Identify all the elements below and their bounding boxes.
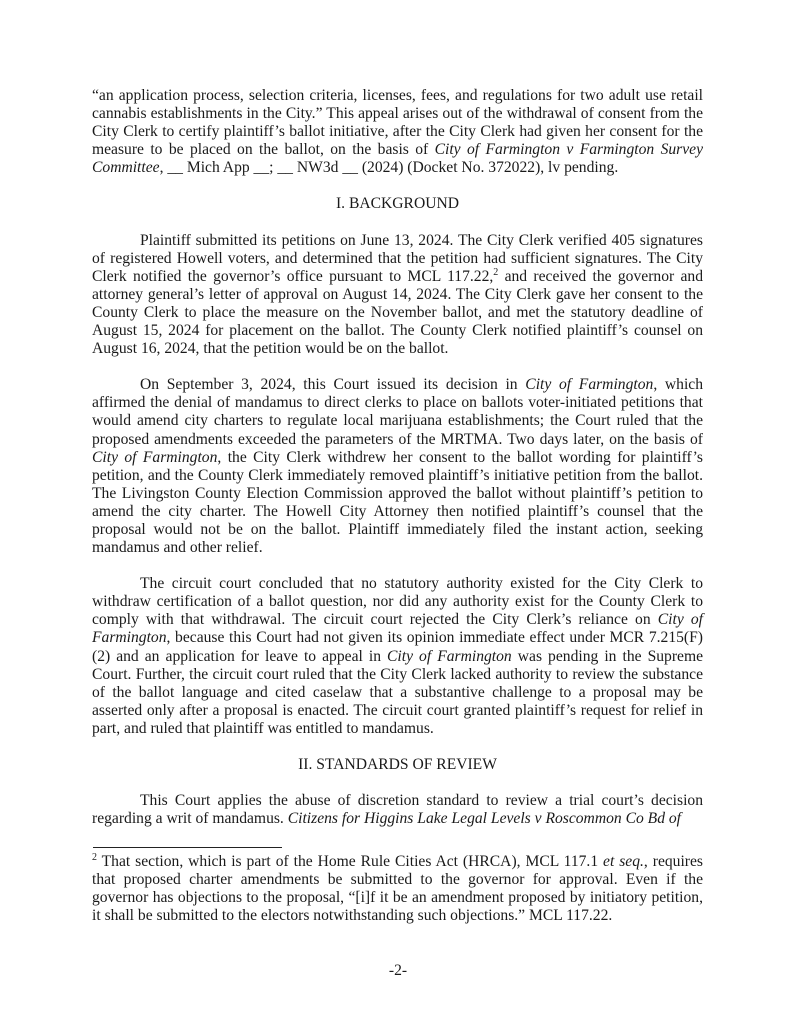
- case-citation: City of Farmington: [525, 376, 654, 394]
- footnote-2: [92, 853, 703, 925]
- text-run: “an application process, selection criteria, licenses, fees, and regulations for two adult use retail cannabis establishments in the City.” This appeal arises out of the withdrawal of consent from the City Clerk to certify plaintiff’s ballot initiative, after the City Clerk had given her consent for the measure to be placed on the ballot, on the basis of: [92, 87, 703, 159]
- document-body: [92, 87, 703, 828]
- text-run: , because this Court had not given its opinion immediate effect under MCR 7.215(F)(2) and an application for leave to appeal in: [92, 629, 703, 665]
- case-citation: City of Farmington: [387, 647, 512, 665]
- case-citation: City of Farmington: [92, 611, 704, 647]
- text-run: and received the governor and attorney general’s letter of approval on August 14, 2024. The City Clerk gave her consent to the County Clerk to place the measure on the November ballot, and met the statutory deadline of August 15, 2024 for placement on the ballot. The County Clerk notified plaintiff’s counsel on August 16, 2024, that the petition would be on the ballot.: [92, 267, 704, 358]
- text-run: That section, which is part of the Home Rule Cities Act (HRCA), MCL 117.1: [97, 853, 604, 870]
- footnote-number: 2: [92, 852, 97, 863]
- text-run: was pending in the Supreme Court. Further, the circuit court ruled that the City Clerk lacked authority to review the substance of the ballot language and cited caselaw that a substantive challenge to a proposal may be asserted only after a proposal is enacted. The circuit court granted plaintiff’s request for relief in part, and ruled that plaintiff was entitled to mandamus.: [92, 647, 704, 737]
- standards-paragraph-1: [92, 792, 703, 828]
- text-run: This Court applies the abuse of discretion standard to review a trial court’s decision regarding a writ of mandamus.: [92, 792, 703, 828]
- page-number: -2-: [388, 962, 408, 979]
- footnote-divider: [93, 847, 282, 848]
- background-paragraph-1: [92, 232, 703, 359]
- footnote-reference[interactable]: 2: [493, 266, 499, 278]
- text-run: , which affirmed the denial of mandamus to direct clerks to place on ballots voter-initiated petitions that would amend city charters to regulate local marijuana establishments; the Court ruled that the proposed amendments exceeded the parameters of the MRTMA. Two days later, on the basis of: [92, 376, 704, 448]
- text-run: The circuit court concluded that no statutory authority existed for the City Clerk to withdraw certification of a ballot question, nor did any authority exist for the County Clerk to comply with that withdrawal. The circuit court rejected the City Clerk’s reliance on: [92, 575, 703, 629]
- section-heading-standards-of-review: II. STANDARDS OF REVIEW: [298, 756, 497, 773]
- case-citation: Citizens for Higgins Lake Legal Levels v Roscommon Co Bd of: [287, 810, 682, 828]
- latin-term: et seq.: [603, 853, 644, 870]
- text-run: , __ Mich App __; __ NW3d __ (2024) (Docket No. 372022), lv pending.: [159, 159, 619, 177]
- text-run: On September 3, 2024, this Court issued its decision in: [140, 376, 526, 394]
- case-citation: City of Farmington v Farmington Survey Committee: [92, 141, 704, 177]
- case-citation: City of Farmington: [92, 448, 218, 466]
- intro-paragraph: [92, 87, 703, 177]
- text-run: Plaintiff submitted its petitions on June 13, 2024. The City Clerk verified 405 signatures of registered Howell voters, and determined that the petition had sufficient signatures. The City Clerk notified the governor’s office pursuant to MCL 117.22,: [92, 231, 703, 285]
- text-run: , requires that proposed charter amendments be submitted to the governor for approval. Even if the governor has objections to the proposal, “[i]f it be an amendment proposed by initiatory petition, it shall be submitted to the electors notwithstanding such objections.” MCL 117.22.: [92, 853, 703, 925]
- text-run: , the City Clerk withdrew her consent to the ballot wording for plaintiff’s petition, and the County Clerk immediately removed plaintiff’s initiative petition from the ballot. The Livingston County Election Commission approved the ballot without plaintiff’s petition to amend the city charter. The Howell City Attorney then notified plaintiff’s counsel that the proposal would not be on the ballot. Plaintiff immediately filed the instant action, seeking mandamus and other relief.: [92, 448, 703, 557]
- background-paragraph-2: [92, 376, 703, 557]
- section-heading-background: I. BACKGROUND: [335, 195, 460, 213]
- background-paragraph-3: [92, 575, 703, 738]
